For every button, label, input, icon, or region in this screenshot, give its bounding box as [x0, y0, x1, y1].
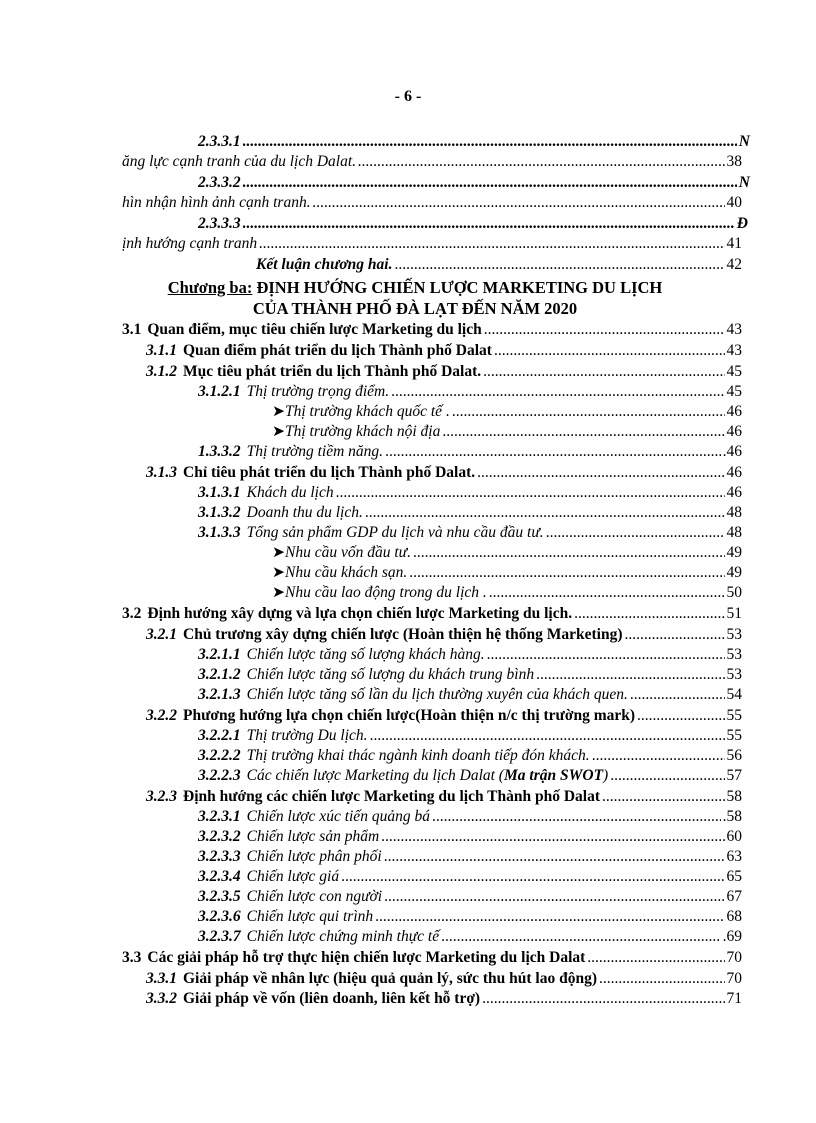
entry-title: Tổng sản phẩm GDP du lịch và nhu cầu đầu tư. [246, 524, 544, 541]
entry-title-emphasis: Ma trận SWOT [503, 767, 604, 784]
page-ref: 57 [726, 767, 742, 784]
entry-title: Thị trường khai thác ngành kinh doanh tiếp đón khách. [246, 747, 590, 764]
toc-bullet-entry[interactable] [272, 563, 742, 583]
entry-title: Thị trường Du lịch. [246, 727, 368, 744]
leader-dots [483, 362, 724, 382]
toc-entry-3-2-3-4[interactable] [198, 867, 742, 887]
leader-dots [599, 969, 725, 989]
chapter-title-line-1: ĐỊNH HƯỚNG CHIẾN LƯỢC MARKETING DU LỊCH [252, 278, 663, 297]
page-ref: 68 [726, 908, 742, 925]
page-ref: 45 [726, 363, 742, 380]
leader-dots [370, 726, 725, 746]
leader-dots [385, 442, 721, 462]
section-number: 3.2.2.1 [198, 727, 241, 744]
section-number: 3.2.2 [146, 707, 177, 724]
leader-dots [384, 887, 724, 907]
page-ref: 63 [726, 848, 742, 865]
page-ref: 58 [726, 788, 742, 805]
section-number: 3.1.3.1 [198, 484, 241, 501]
page-ref: 51 [726, 605, 742, 622]
leader-dots [587, 948, 724, 968]
section-number: 3.2.3.6 [198, 908, 241, 925]
section-number: 3.2.1 [146, 626, 177, 643]
toc-entry-3-1-2-1[interactable] [198, 382, 742, 402]
leader-dots [394, 255, 724, 275]
leader-dots [574, 604, 724, 624]
leader-dots [259, 234, 724, 254]
leader-dots [442, 422, 724, 442]
page-ref: 67 [726, 888, 742, 905]
section-number: 3.1.3.2 [198, 504, 241, 521]
entry-title: Quan điểm, mục tiêu chiến lược Marketing du lịch [147, 321, 482, 338]
section-number: 3.1.2.1 [198, 383, 241, 400]
toc-entry-3-2-3-1[interactable] [198, 807, 742, 827]
arrow-bullet-icon: ➤ [272, 403, 285, 420]
leader-dots [243, 132, 737, 152]
page-ref: 48 [726, 524, 742, 541]
entry-title: Các giải pháp hỗ trợ thực hiện chiến lược Marketing du lịch Dalat [147, 949, 586, 966]
section-number: 2.3.3.3 [198, 215, 241, 232]
page-number: - 6 - [394, 88, 422, 105]
leader-dots [243, 214, 735, 234]
entry-title: Chiến lược giá [246, 868, 340, 885]
entry-title: ịnh hướng cạnh tranh [122, 235, 258, 252]
section-number: 2.3.3.2 [198, 174, 241, 191]
toc-entry-2-3-3-2[interactable] [198, 173, 750, 193]
toc-entry-3-2-2[interactable] [146, 706, 742, 726]
page-ref: 42 [726, 256, 742, 273]
toc-entry-3-3[interactable] [122, 948, 742, 968]
toc-entry-3-2-2-2[interactable] [198, 746, 742, 766]
leader-dots [409, 563, 724, 583]
section-number: 3.2.3.3 [198, 848, 241, 865]
leader-dots [610, 766, 724, 786]
entry-title: Chiến lược xúc tiến quảng bá [246, 808, 430, 825]
entry-title: Giải pháp về vốn (liên doanh, liên kết hỗ trợ) [183, 990, 481, 1007]
toc-entry-3-1[interactable] [122, 320, 742, 340]
toc-entry-3-2-2-1[interactable] [198, 726, 742, 746]
leader-dots [243, 173, 737, 193]
toc-entry-3-1-3-2[interactable] [198, 503, 742, 523]
continuation-letter: Đ [736, 215, 748, 232]
entry-title: Thị trường khách quốc tế . [285, 403, 450, 420]
entry-title: hìn nhận hình ảnh cạnh tranh. [122, 194, 311, 211]
arrow-bullet-icon: ➤ [272, 544, 285, 561]
toc-entry-chapter-conclusion[interactable] [256, 255, 742, 275]
entry-title: Chiến lược tăng số lượng khách hàng. [246, 646, 485, 663]
page-ref: 60 [726, 828, 742, 845]
continuation-letter: N [738, 133, 750, 150]
leader-dots [482, 989, 724, 1009]
entry-title: Phương hướng lựa chọn chiến lược(Hoàn thiện n/c thị trường mark) [183, 707, 636, 724]
leader-dots [630, 685, 725, 705]
leader-dots [602, 787, 724, 807]
page-ref: 41 [726, 235, 742, 252]
page-ref: 46 [726, 464, 742, 481]
toc-entry-3-2-1-3[interactable] [198, 685, 742, 705]
entry-title: Giải pháp về nhân lực (hiệu quả quản lý, sức thu hút lao động) [183, 970, 597, 987]
entry-title: Thị trường tiềm năng. [246, 443, 384, 460]
page-ref: 70 [726, 970, 742, 987]
toc-entry-3-3-1[interactable] [146, 969, 742, 989]
section-number: 3.3 [122, 949, 142, 966]
entry-title [241, 766, 609, 786]
arrow-bullet-icon: ➤ [272, 564, 285, 581]
section-number: 3.2.2.2 [198, 747, 241, 764]
page-ref: 48 [726, 504, 742, 521]
toc-entry-2-3-3-1[interactable] [198, 132, 750, 152]
leader-dots [432, 807, 721, 827]
leader-dots [313, 193, 725, 213]
entry-title: Định hướng xây dựng và lựa chọn chiến lược Marketing du lịch. [147, 605, 573, 622]
toc-entry-3-2-3[interactable] [146, 787, 742, 807]
chapter-label: Chương ba: [167, 278, 253, 297]
page-ref: .58 [722, 808, 742, 825]
section-number: 3.2.1.3 [198, 686, 241, 703]
leader-dots [625, 625, 725, 645]
page-ref: 55 [726, 707, 742, 724]
leader-dots [391, 382, 724, 402]
entry-title: Chiến lược qui trình [246, 908, 374, 925]
leader-dots [489, 583, 725, 603]
entry-title: Thị trường trọng điểm. [246, 383, 390, 400]
entry-title: Chiến lược con người [246, 888, 383, 905]
leader-dots [441, 927, 721, 947]
arrow-bullet-icon: ➤ [272, 584, 285, 601]
page-ref: 49 [726, 544, 742, 561]
section-number: 3.2.2.3 [198, 767, 241, 784]
section-number: 1.3.3.2 [198, 443, 241, 460]
section-number: 3.1.2 [146, 363, 177, 380]
leader-dots [484, 320, 725, 340]
page-ref: 43 [726, 321, 742, 338]
leader-dots [358, 152, 724, 172]
section-number: 3.2.3.2 [198, 828, 241, 845]
page-ref: 40 [726, 194, 742, 211]
page-ref: 70 [726, 949, 742, 966]
leader-dots [381, 827, 724, 847]
leader-dots [592, 746, 725, 766]
section-number: 3.2.3.4 [198, 868, 241, 885]
entry-title: Quan điểm phát triển du lịch Thành phố Dalat [183, 342, 492, 359]
section-number: 3.3.1 [146, 970, 177, 987]
entry-title: Chiến lược tăng số lần du lịch thường xuyên của khách quen. [246, 686, 628, 703]
leader-dots [487, 645, 725, 665]
toc-entry-3-2[interactable] [122, 604, 742, 624]
toc-bullet-entry[interactable] [272, 422, 742, 442]
toc-entry-3-2-3-7[interactable] [198, 927, 742, 947]
page-ref: 43 [726, 342, 742, 359]
section-number: 3.2.1.1 [198, 646, 241, 663]
section-number: 3.1.1 [146, 342, 177, 359]
page-ref: 55 [726, 727, 742, 744]
page-ref: 53 [726, 626, 742, 643]
page-ref: 53 [726, 646, 742, 663]
section-number: 3.2.3.1 [198, 808, 241, 825]
leader-dots [536, 665, 724, 685]
section-number: 3.1.3.3 [198, 524, 241, 541]
toc-entry-3-2-2-3[interactable] [198, 766, 742, 786]
entry-title: Chiến lược phân phối [246, 848, 382, 865]
leader-dots [637, 706, 724, 726]
entry-title: Mục tiêu phát triển du lịch Thành phố Dalat. [183, 363, 482, 380]
page-ref: 53 [726, 666, 742, 683]
page-ref: 50 [726, 584, 742, 601]
section-number: 3.3.2 [146, 990, 177, 1007]
page-ref: 71 [726, 990, 742, 1007]
entry-title: ăng lực cạnh tranh của du lịch Dalat. [122, 153, 357, 170]
toc-entry-3-2-1-1[interactable] [198, 645, 742, 665]
page-ref: 54 [726, 686, 742, 703]
leader-dots [546, 523, 725, 543]
toc-entry-3-2-3-2[interactable] [198, 827, 742, 847]
toc-entry-2-3-3-3[interactable] [198, 214, 748, 234]
leader-dots [477, 463, 724, 483]
leader-dots [341, 867, 724, 887]
entry-title: Kết luận chương hai. [256, 256, 393, 273]
arrow-bullet-icon: ➤ [272, 423, 285, 440]
entry-title-end: ) [603, 767, 609, 784]
entry-title-text: Các chiến lược Marketing du lịch Dalat ( [246, 767, 504, 784]
toc-entry-3-2-3-3[interactable] [198, 847, 742, 867]
entry-title: Nhu cầu vốn đầu tư. [285, 544, 411, 561]
toc-entry-3-1-3-1[interactable] [198, 483, 742, 503]
leader-dots [375, 907, 724, 927]
section-number: 3.2.3 [146, 788, 177, 805]
leader-dots [384, 847, 725, 867]
entry-title: Định hướng các chiến lược Marketing du lịch Thành phố Dalat [183, 788, 601, 805]
entry-title: Chiến lược tăng số lượng du khách trung bình [246, 666, 535, 683]
page-ref: 45 [726, 383, 742, 400]
chapter-heading [130, 277, 700, 319]
page-ref: 46 [726, 484, 742, 501]
entry-title: Chiến lược chứng minh thực tế [246, 928, 440, 945]
toc-entry-3-2-3-6[interactable] [198, 907, 742, 927]
toc-bullet-entry[interactable] [272, 543, 742, 563]
section-number: 3.2.3.5 [198, 888, 241, 905]
toc-bullet-entry[interactable] [272, 402, 742, 422]
toc-entry-3-1-2[interactable] [146, 362, 742, 382]
page-ref: 49 [726, 564, 742, 581]
section-number: 3.1 [122, 321, 142, 338]
entry-title: Khách du lịch [246, 484, 334, 501]
page-ref: 38 [726, 153, 742, 170]
continuation-letter: N [738, 174, 750, 191]
section-number: 2.3.3.1 [198, 133, 241, 150]
leader-dots [494, 341, 725, 361]
entry-title: Nhu cầu lao động trong du lịch . [285, 584, 487, 601]
section-number: 3.1.3 [146, 464, 177, 481]
page-ref: 46 [726, 403, 742, 420]
section-number: 3.2 [122, 605, 142, 622]
toc-entry-3-3-2[interactable] [146, 989, 742, 1009]
toc-entry-continuation[interactable] [122, 234, 742, 254]
leader-dots [452, 402, 725, 422]
entry-title: Chiến lược sản phẩm [246, 828, 380, 845]
entry-title: Chỉ tiêu phát triển du lịch Thành phố Dalat. [183, 464, 476, 481]
toc-entry-1-3-3-2[interactable] [198, 442, 742, 462]
entry-title: Thị trường khách nội địa [285, 423, 441, 440]
leader-dots [413, 543, 725, 563]
page-ref: .46 [722, 443, 742, 460]
entry-title: Chủ trương xây dựng chiến lược (Hoàn thiện hệ thống Marketing) [183, 626, 623, 643]
leader-dots [336, 483, 725, 503]
toc-entry-3-2-1[interactable] [146, 625, 742, 645]
leader-dots [365, 503, 725, 523]
page-ref: 56 [726, 747, 742, 764]
toc-entry-3-2-1-2[interactable] [198, 665, 742, 685]
page-ref: .69 [722, 928, 742, 945]
toc-entry-3-1-1[interactable] [146, 341, 742, 361]
page-ref: 46 [726, 423, 742, 440]
toc-entry-3-1-3[interactable] [146, 463, 742, 483]
toc-bullet-entry[interactable] [272, 583, 742, 603]
chapter-title-line-2: CỦA THÀNH PHỐ ĐÀ LẠT ĐẾN NĂM 2020 [252, 299, 578, 318]
entry-title: Nhu cầu khách sạn. [285, 564, 408, 581]
toc-entry-continuation[interactable] [122, 152, 742, 172]
section-number: 3.2.1.2 [198, 666, 241, 683]
section-number: 3.2.3.7 [198, 928, 241, 945]
toc-entry-3-1-3-3[interactable] [198, 523, 742, 543]
entry-title: Doanh thu du lịch. [246, 504, 363, 521]
toc-entry-3-2-3-5[interactable] [198, 887, 742, 907]
page-ref: 65 [726, 868, 742, 885]
toc-entry-continuation[interactable] [122, 193, 742, 213]
